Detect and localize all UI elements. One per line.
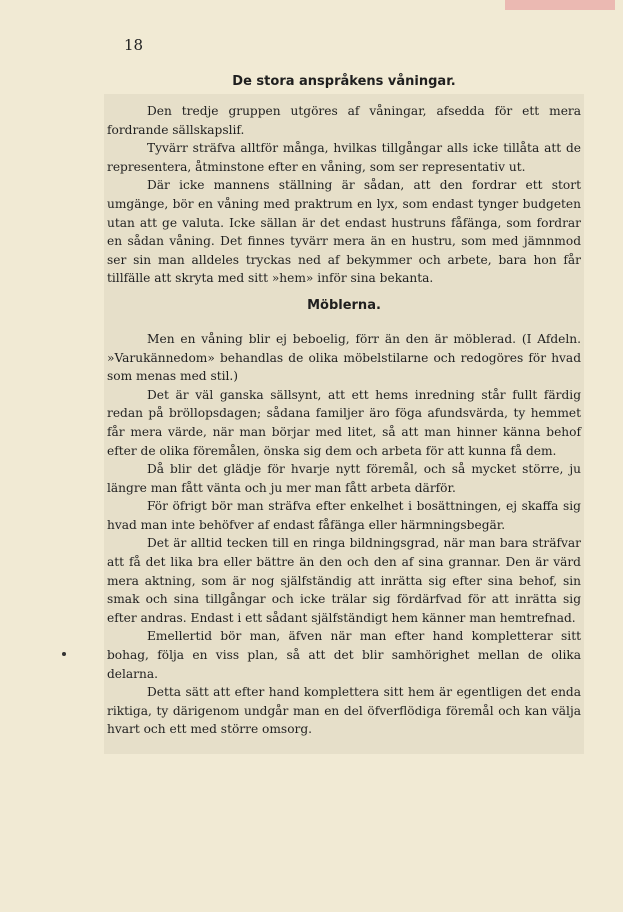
ink-dot bbox=[62, 652, 66, 656]
paragraph-1: Den tredje gruppen utgöres af våningar, afsedda för ett mera fordrande sällskapslif. bbox=[107, 104, 581, 137]
paragraph-8: Det är alltid tecken till en ringa bildningsgrad, när man bara sträfvar att få det lika bra eller bättre än den och den af sina grannar. Den är värd mera aktning, som är nog själfständig att inrätta sig efter sina behof, sin smak och sina tillgångar och icke trälar sig fördärfvad för att inrätta sig efter andras. Endast i ett sådant själfständigt hem känner man hemtrefnad. bbox=[107, 536, 581, 625]
paragraph-4: Men en våning blir ej beboelig, förr än den är möblerad. (I Afdeln. »Varukännedom» behandlas de olika möbelstilarne och redogöres för hvad som menas med stil.) bbox=[107, 331, 581, 384]
paragraph-5: Det är väl ganska sällsynt, att ett hems inredning står fullt färdig redan på bröllopsdagen; sådana familjer äro föga afundsvärda, ty hemmet får mera värde, när man börjar med litet, så att man hinner känna behof efter de olika föremålen, önska sig dem och arbeta för att kunna få dem. bbox=[107, 387, 581, 458]
body-text bbox=[107, 72, 581, 739]
section-heading: De stora anspråkens våningar. bbox=[232, 74, 456, 89]
paragraph-7: För öfrigt bör man sträfva efter enkelhet i bosättningen, ej skaffa sig hvad man inte behöfver af endast fåfänga eller härmningsbegär. bbox=[107, 499, 581, 532]
page-number: 18 bbox=[124, 36, 144, 54]
red-stain-mark bbox=[505, 0, 615, 10]
paragraph-9: Emellertid bör man, äfven när man efter hand kompletterar sitt bohag, följa en viss plan, så att det blir samhörighet mellan de olika delarna. bbox=[107, 629, 581, 681]
paragraph-6: Då blir det glädje för hvarje nytt föremål, och så mycket större, ju längre man fått vänta och ju mer man fått arbeta därför. bbox=[107, 462, 581, 495]
subsection-heading: Möblerna. bbox=[307, 297, 381, 313]
paragraph-3: Där icke mannens ställning är sådan, att den fordrar ett stort umgänge, bör en våning med praktrum en lyx, som endast tynger budgeten utan att ge valuta. Icke sällan är det endast hustruns fåfänga, som fordrar en sådan våning. Det finnes tyvärr mera än en hustru, som med jämnmod ser sin man alldeles tryckas ned af bekymmer och arbete, bara hon får tillfälle att skryta med sitt »hem» inför sina bekanta. bbox=[107, 178, 581, 286]
paragraph-2: Tyvärr sträfva alltför många, hvilkas tillgångar alls icke tillåta att de representera, åtminstone efter en våning, som ser representativ ut. bbox=[107, 141, 581, 174]
paragraph-10: Detta sätt att efter hand komplettera sitt hem är egentligen det enda riktiga, ty därigenom undgår man en del öfverflödiga föremål och kan välja hvart och ett med större omsorg. bbox=[107, 685, 581, 737]
